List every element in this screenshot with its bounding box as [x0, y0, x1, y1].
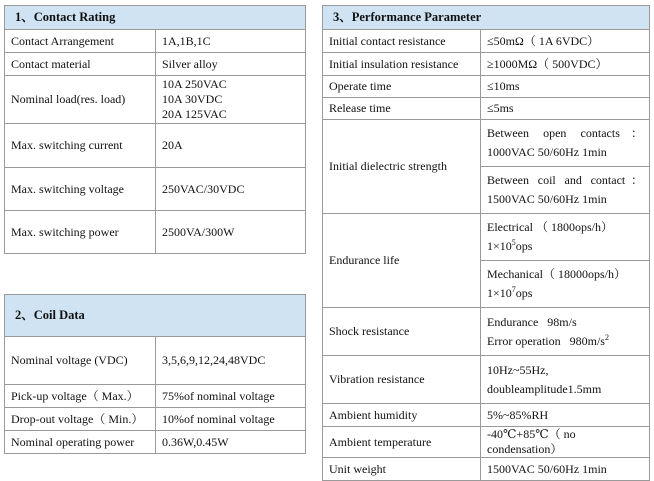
- max-switching-current-label: Max. switching current: [5, 124, 156, 168]
- coil-data-table: [4, 294, 306, 454]
- nominal-operating-power-label: Nominal operating power: [5, 431, 156, 454]
- performance-title: 3、Performance Parameter: [323, 6, 650, 30]
- contact-resistance-label: Initial contact resistance: [323, 30, 481, 53]
- dielectric-open-line2: 1000VAC 50/60Hz 1min: [487, 145, 607, 159]
- nominal-voltage-label: Nominal voltage (VDC): [5, 337, 156, 385]
- pickup-voltage-value: 75%of nominal voltage: [156, 385, 306, 408]
- dropout-voltage-label: Drop-out voltage（ Min.）: [5, 408, 156, 431]
- release-time-value: ≤5ms: [481, 98, 650, 120]
- nominal-load-line: 20A 125VAC: [162, 107, 227, 121]
- ambient-temperature-value: -40℃+85℃（ no condensation）: [481, 427, 650, 458]
- pickup-voltage-label: Pick-up voltage（ Max.）: [5, 385, 156, 408]
- nominal-load-value: [156, 76, 306, 124]
- vibration-line2: doubleamplitude1.5mm: [487, 381, 602, 396]
- performance-table: [322, 5, 650, 481]
- max-switching-voltage-label: Max. switching voltage: [5, 168, 156, 211]
- dielectric-coil-contact: [481, 167, 649, 213]
- nominal-load-line: 10A 30VDC: [162, 92, 223, 106]
- nominal-load-line: 10A 250VAC: [162, 77, 227, 91]
- contact-arrangement-label: Contact Arrangement: [5, 30, 156, 53]
- max-switching-power-value: 2500VA/300W: [156, 211, 306, 254]
- nominal-operating-power-value: 0.36W,0.45W: [156, 431, 306, 454]
- vibration-resistance-label: Vibration resistance: [323, 356, 481, 404]
- dropout-voltage-value: 10%of nominal voltage: [156, 408, 306, 431]
- nominal-load-label: Nominal load(res. load): [5, 76, 156, 124]
- endurance-mechanical-line2: $1\times 10^7ops$: [487, 285, 533, 300]
- endurance-mechanical: [481, 261, 649, 307]
- shock-resistance-label: Shock resistance: [323, 308, 481, 356]
- dielectric-coil-line2: 1500VAC 50/60Hz 1min: [487, 192, 607, 206]
- operate-time-value: ≤10ms: [481, 76, 650, 98]
- contact-rating-table: [4, 5, 306, 254]
- contact-rating-title: 1、Contact Rating: [5, 6, 306, 30]
- endurance-life-value: [481, 214, 650, 308]
- dielectric-strength-label: Initial dielectric strength: [323, 120, 481, 214]
- shock-endurance-line: Endurance 98m/s: [487, 314, 577, 329]
- vibration-line1: 10Hz~55Hz,: [487, 362, 549, 377]
- unit-weight-value: 1500VAC 50/60Hz 1min: [481, 458, 650, 481]
- ambient-humidity-label: Ambient humidity: [323, 404, 481, 427]
- coil-data-title: 2、Coil Data: [5, 295, 306, 337]
- max-switching-voltage-value: 250VAC/30VDC: [156, 168, 306, 211]
- contact-arrangement-value: 1A,1B,1C: [156, 30, 306, 53]
- max-switching-power-label: Max. switching power: [5, 211, 156, 254]
- endurance-electrical: [481, 214, 649, 261]
- vibration-resistance-value: [481, 356, 650, 404]
- shock-resistance-value: [481, 308, 650, 356]
- dielectric-open-contacts: [481, 120, 649, 167]
- operate-time-label: Operate time: [323, 76, 481, 98]
- shock-error-line: Error operation $980m/s^2$: [487, 332, 609, 348]
- insulation-resistance-value: ≥1000MΩ（ 500VDC）: [481, 53, 650, 76]
- nominal-voltage-value: 3,5,6,9,12,24,48VDC: [156, 337, 306, 385]
- contact-resistance-value: ≤50mΩ（ 1A 6VDC）: [481, 30, 650, 53]
- release-time-label: Release time: [323, 98, 481, 120]
- ambient-temperature-label: Ambient temperature: [323, 427, 481, 458]
- contact-material-label: Contact material: [5, 53, 156, 76]
- dielectric-strength-value: [481, 120, 650, 214]
- max-switching-current-value: 20A: [156, 124, 306, 168]
- dielectric-open-line1: Between open contacts：: [487, 126, 643, 140]
- ambient-humidity-value: 5%~85%RH: [481, 404, 650, 427]
- insulation-resistance-label: Initial insulation resistance: [323, 53, 481, 76]
- endurance-electrical-line2: $1\times 10^5ops$: [487, 238, 533, 253]
- dielectric-coil-line1: Between coil and contact：: [487, 173, 643, 187]
- contact-material-value: Silver alloy: [156, 53, 306, 76]
- endurance-life-label: Endurance life: [323, 214, 481, 308]
- endurance-electrical-line1: Electrical （ 1800ops/h）: [487, 220, 613, 234]
- endurance-mechanical-line1: Mechanical（ 18000ops/h）: [487, 267, 626, 281]
- unit-weight-label: Unit weight: [323, 458, 481, 481]
